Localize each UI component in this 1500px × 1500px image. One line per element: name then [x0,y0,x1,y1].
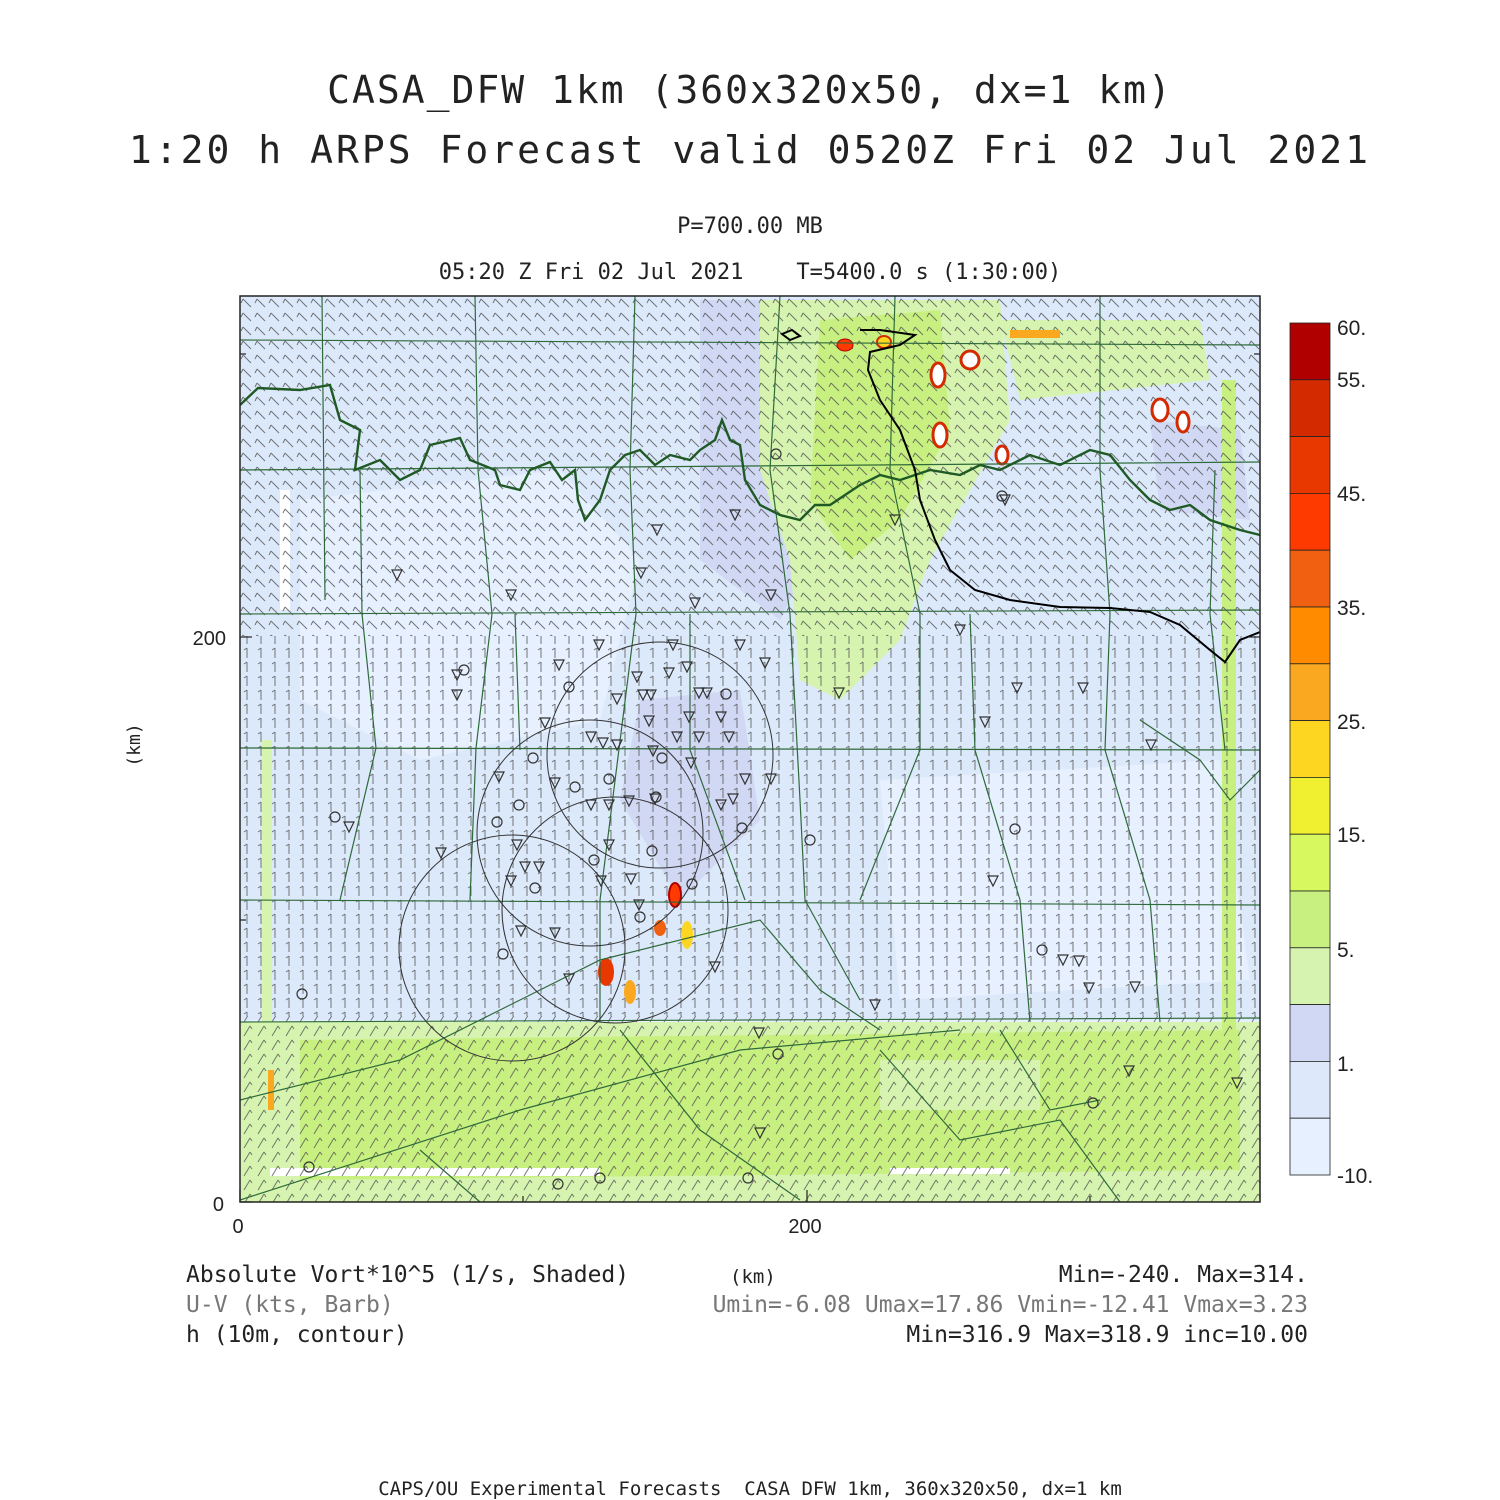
title-line-2: 1:20 h ARPS Forecast valid 0520Z Fri 02 Jul 2021 [128,128,1372,172]
colorbar-swatch [1290,891,1330,948]
x-tick-0: 0 [232,1216,244,1238]
y-axis-label: (km) [124,723,145,767]
colorbar [1290,317,1373,1188]
valid-time-line: 05:20 Z Fri 02 Jul 2021 T=5400.0 s (1:30:00) [438,260,1062,285]
colorbar-swatch [1290,948,1330,1005]
y-tick-0: 0 [212,1194,224,1216]
colorbar-label: 60. [1337,317,1367,340]
colorbar-swatch [1290,777,1330,834]
colorbar-swatch [1290,1118,1330,1175]
x-axis-label: (km) [730,1266,776,1288]
vorticity-stats: Min=-240. Max=314. [1058,1262,1308,1288]
colorbar-label: 15. [1337,824,1367,847]
vorticity-legend: Absolute Vort*10^5 (1/s, Shaded) [186,1262,630,1288]
y-tick-200: 200 [192,628,226,650]
footer-credit: CAPS/OU Experimental Forecasts CASA DFW 1km, 360x320x50, dx=1 km [378,1478,1122,1500]
colorbar-label: 25. [1337,711,1367,734]
colorbar-swatch [1290,437,1330,494]
colorbar-swatch [1290,323,1330,380]
colorbar-swatch [1290,721,1330,778]
colorbar-swatch [1290,550,1330,607]
colorbar-swatch [1290,607,1330,664]
title-line-1: CASA_DFW 1km (360x320x50, dx=1 km) [327,68,1173,112]
colorbar-label: -10. [1337,1165,1374,1188]
colorbar-label: 55. [1337,369,1367,392]
colorbar-label: 1. [1337,1053,1355,1076]
colorbar-swatch [1290,1005,1330,1062]
colorbar-label: 45. [1337,483,1367,506]
pressure-level: P=700.00 MB [677,214,823,239]
colorbar-label: 5. [1337,939,1355,962]
wind-legend: U-V (kts, Barb) [186,1292,394,1318]
height-stats: Min=316.9 Max=318.9 inc=10.00 [906,1322,1308,1348]
height-legend: h (10m, contour) [186,1322,408,1348]
colorbar-swatch [1290,834,1330,891]
colorbar-swatch [1290,380,1330,437]
wind-stats: Umin=-6.08 Umax=17.86 Vmin=-12.41 Vmax=3.23 [712,1292,1308,1318]
colorbar-label: 35. [1337,597,1367,620]
colorbar-swatch [1290,664,1330,721]
x-tick-200: 200 [788,1216,822,1238]
colorbar-swatch [1290,493,1330,550]
colorbar-swatch [1290,1061,1330,1118]
vorticity-field [240,296,1260,1202]
